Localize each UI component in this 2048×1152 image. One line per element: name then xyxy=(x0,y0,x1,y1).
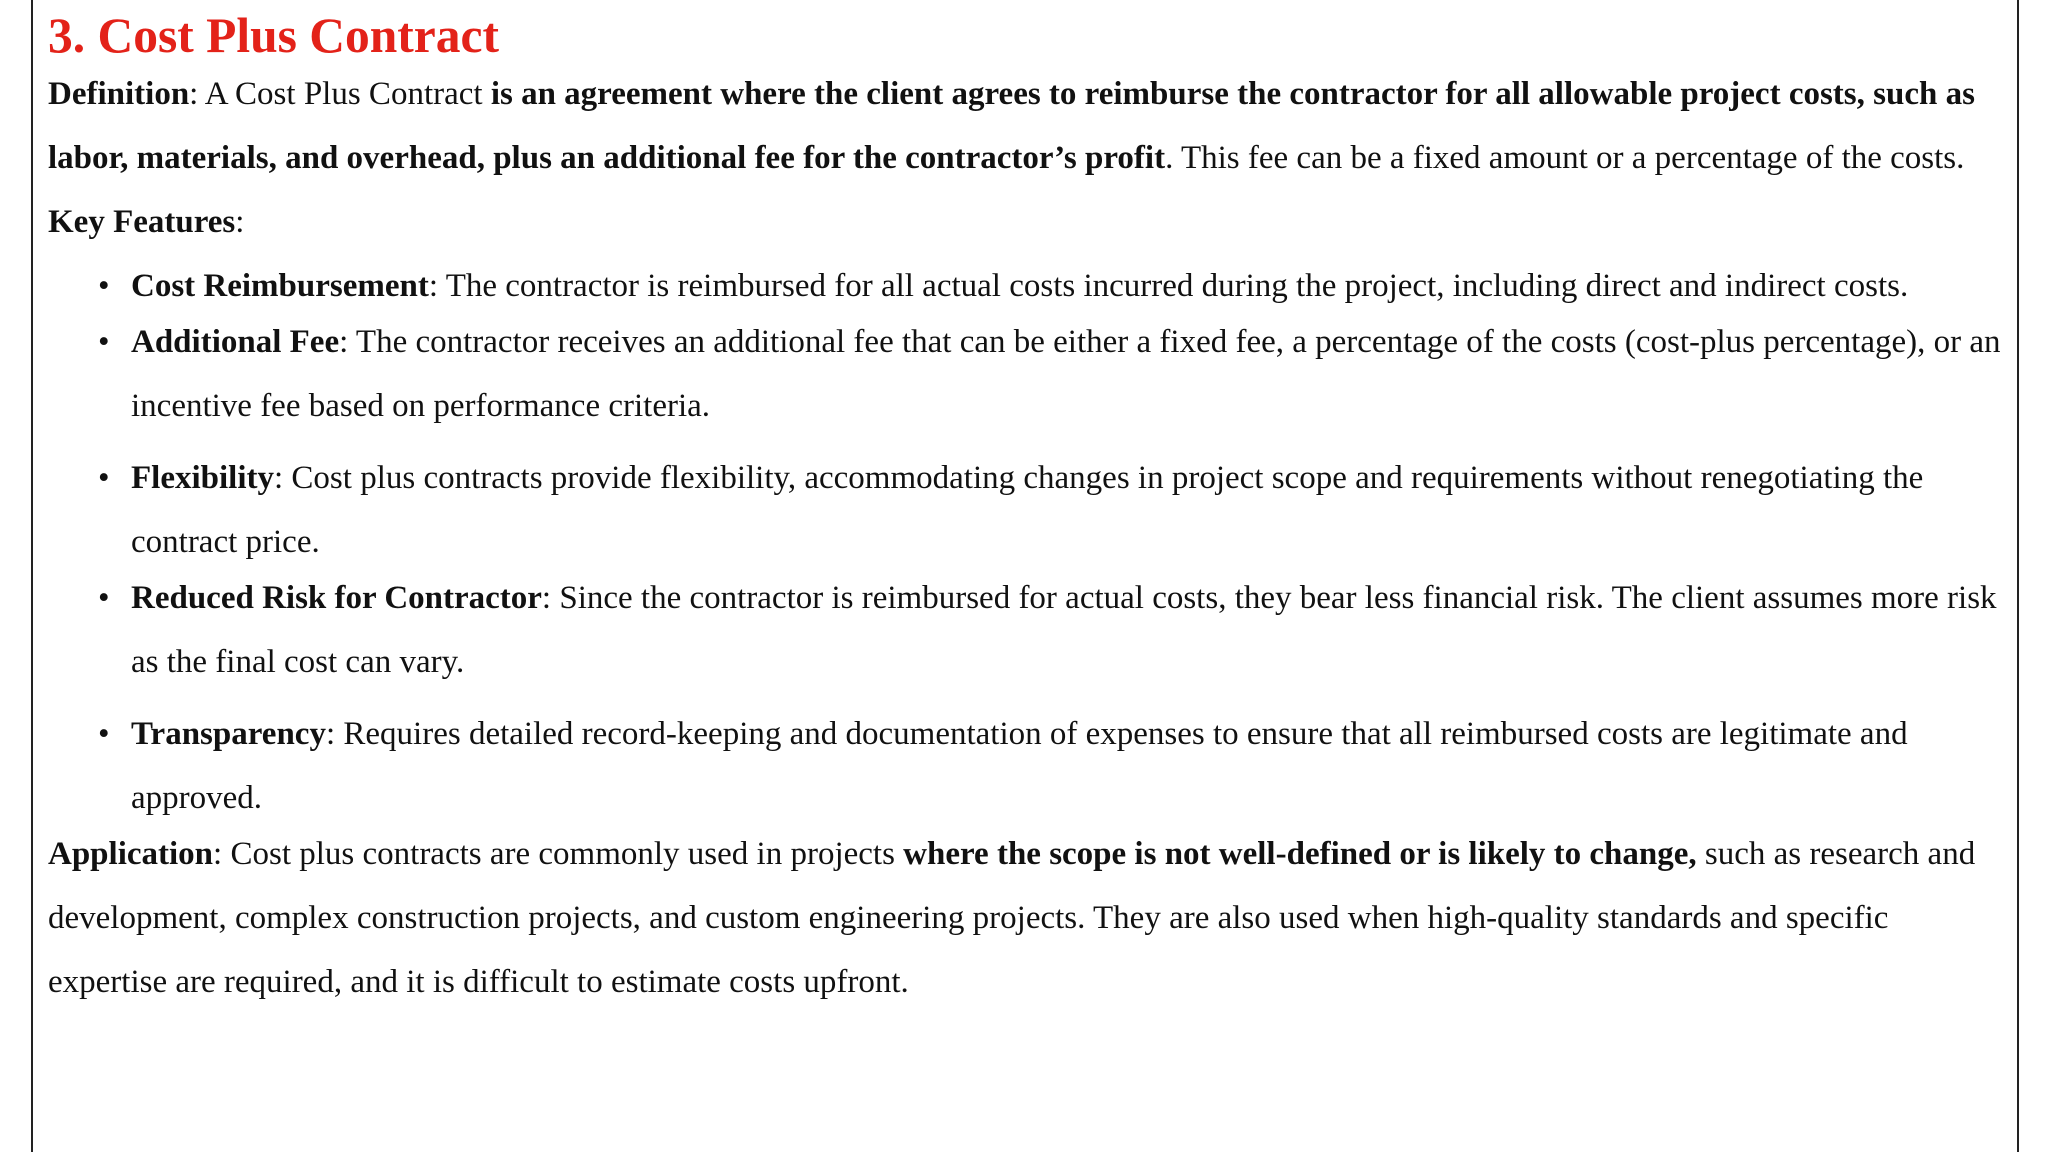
bullet-icon: • xyxy=(98,460,110,496)
definition-sep: : xyxy=(189,76,205,112)
feature-text: : Since the contractor is reimbursed for actual costs, they bear less financial risk. The client assumes more risk as the final cost can vary. xyxy=(131,580,1997,680)
list-item xyxy=(48,310,2008,438)
application-intro: Cost plus contracts are commonly used in projects xyxy=(230,836,904,872)
definition-label: Definition xyxy=(48,76,190,112)
feature-text: : Cost plus contracts provide flexibility, accommodating changes in project scope and requirements without renegotiating the contract price. xyxy=(131,460,1924,560)
list-item xyxy=(48,702,2008,830)
list-item xyxy=(48,566,2008,694)
bullet-icon: • xyxy=(98,324,110,360)
feature-term: Cost Reimbursement xyxy=(131,268,429,304)
key-features-sep: : xyxy=(235,204,245,240)
definition-paragraph xyxy=(48,62,2008,190)
feature-term: Flexibility xyxy=(131,460,274,496)
bullet-icon: • xyxy=(98,580,110,616)
feature-text: : The contractor receives an additional fee that can be either a fixed fee, a percentage of the costs (cost-plus percentage), or an incentive fee based on performance criteria. xyxy=(131,324,2001,424)
definition-bold-text: is an agreement where the client agrees to reimburse the contractor for all allowable project costs, such as labor, materials, and overhead, plus an additional fee for the contractor’s profit xyxy=(48,76,1975,176)
application-sep: : xyxy=(213,836,231,872)
bullet-icon: • xyxy=(98,268,110,304)
application-rest: such as research and development, complex construction projects, and custom engineering projects. They are also used when high-quality standards and specific expertise are required, and it is difficult to estimate costs upfront. xyxy=(48,836,1976,1000)
definition-rest: . This fee can be a fixed amount or a percentage of the costs. xyxy=(1165,140,1965,176)
feature-term: Reduced Risk for Contractor xyxy=(131,580,542,616)
document-body xyxy=(48,10,2008,1014)
feature-text: : Requires detailed record-keeping and documentation of expenses to ensure that all reimbursed costs are legitimate and approved. xyxy=(131,716,1908,816)
application-bold-text: where the scope is not well-defined or is likely to change, xyxy=(903,836,1697,872)
definition-intro: A Cost Plus Contract xyxy=(204,76,491,112)
key-features-label: Key Features xyxy=(48,204,236,240)
feature-text: : The contractor is reimbursed for all actual costs incurred during the project, including direct and indirect costs. xyxy=(428,268,1909,304)
feature-term: Transparency xyxy=(131,716,326,752)
key-features-heading xyxy=(48,190,2008,254)
list-item xyxy=(48,446,2008,574)
list-item xyxy=(48,254,2008,318)
application-label: Application xyxy=(48,836,214,872)
section-title: 3. Cost Plus Contract xyxy=(48,8,499,63)
bullet-icon: • xyxy=(98,716,110,752)
key-features-list xyxy=(48,254,2008,830)
feature-term: Additional Fee xyxy=(131,324,340,360)
application-paragraph xyxy=(48,822,2008,1014)
